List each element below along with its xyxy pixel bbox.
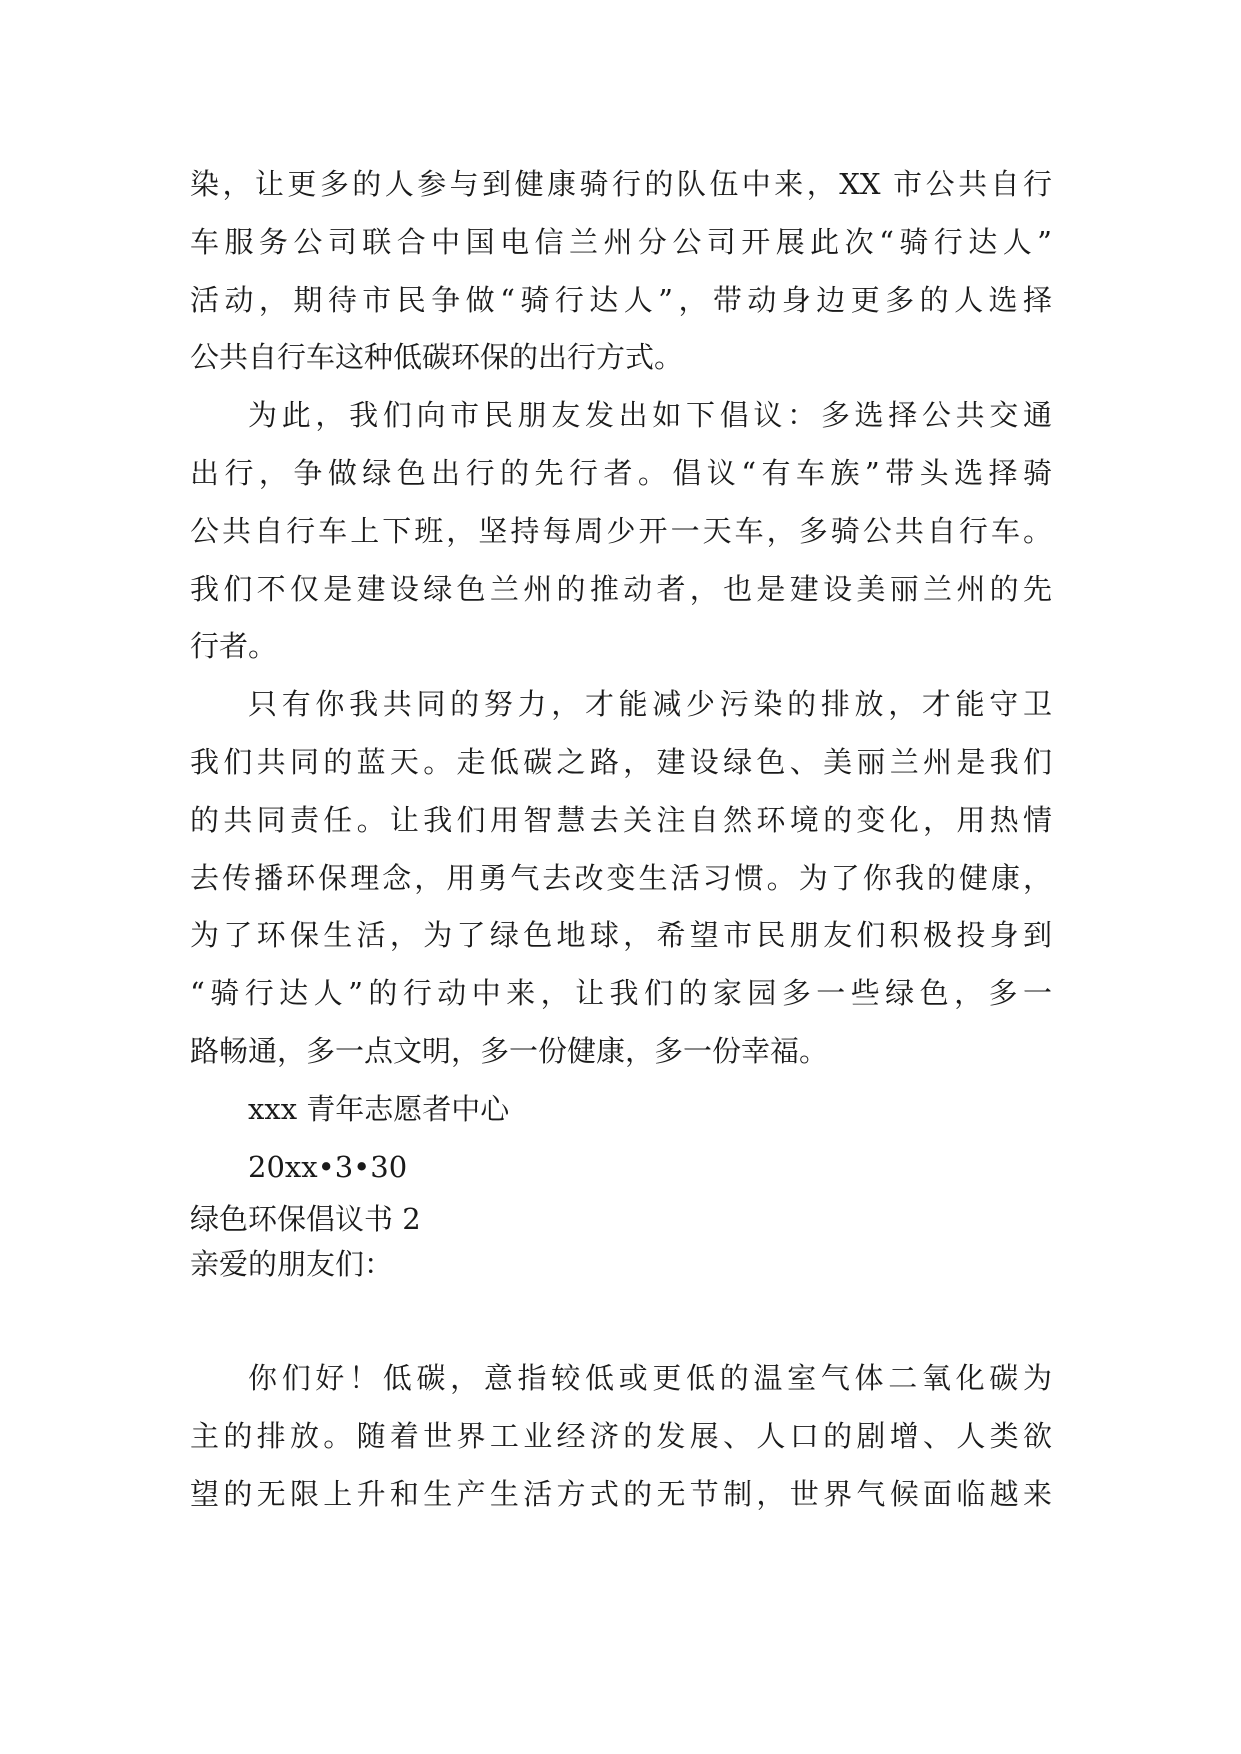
paragraph-continuation	[190, 156, 1052, 387]
letter-title-text: 绿色环保倡议书 2	[190, 1202, 421, 1236]
text-line: 我们共同的蓝天。走低碳之路，建设绿色、美丽兰州是我们	[190, 744, 1052, 779]
text-line: 路畅通，多一点文明，多一份健康，多一份幸福。	[190, 1033, 829, 1068]
signature-date: 20xx•3•30	[248, 1149, 408, 1184]
text-line: 为此，我们向市民朋友发出如下倡议：多选择公共交通	[248, 398, 1052, 433]
text-line: 公共自行车上下班，坚持每周少开一天车，多骑公共自行车。	[190, 513, 1052, 548]
paragraph-closing	[190, 676, 1052, 1081]
text-line: 望的无限上升和生产生活方式的无节制，世界气候面临越来	[190, 1476, 1052, 1511]
letter-title	[190, 1196, 1052, 1242]
text-line: 活动，期待市民争做“骑行达人”，带动身边更多的人选择	[190, 282, 1052, 317]
text-line: 你们好！低碳，意指较低或更低的温室气体二氧化碳为	[248, 1361, 1052, 1395]
text-line: 公共自行车这种低碳环保的出行方式。	[190, 340, 684, 375]
text-line: 我们不仅是建设绿色兰州的推动者，也是建设美丽兰州的先	[190, 571, 1052, 606]
text-line: 为了环保生活，为了绿色地球，希望市民朋友们积极投身到	[190, 918, 1052, 953]
text-line: 的共同责任。让我们用智慧去关注自然环境的变化，用热情	[190, 802, 1052, 837]
text-line: 主的排放。随着世界工业经济的发展、人口的剧增、人类欲	[190, 1418, 1052, 1453]
text-line: “骑行达人”的行动中来，让我们的家园多一些绿色，多一	[190, 976, 1052, 1011]
text-line: 出行，争做绿色出行的先行者。倡议“有车族”带头选择骑	[190, 455, 1052, 490]
text-line: 车服务公司联合中国电信兰州分公司开展此次“骑行达人”	[190, 224, 1052, 259]
signature	[190, 1081, 1052, 1197]
text-line: 去传播环保理念，用勇气去改变生活习惯。为了你我的健康，	[190, 860, 1052, 895]
text-line: 只有你我共同的努力，才能减少污染的排放，才能守卫	[248, 687, 1052, 722]
text-line: 染，让更多的人参与到健康骑行的队伍中来，XX 市公共自行	[190, 167, 1052, 201]
text-line: 行者。	[190, 629, 278, 664]
paragraph-proposal	[190, 387, 1052, 676]
paragraph-greeting	[190, 1350, 1052, 1523]
salutation	[190, 1241, 1052, 1287]
signature-organization: xxx 青年志愿者中心	[248, 1091, 510, 1126]
salutation-text: 亲爱的朋友们：	[190, 1247, 394, 1281]
